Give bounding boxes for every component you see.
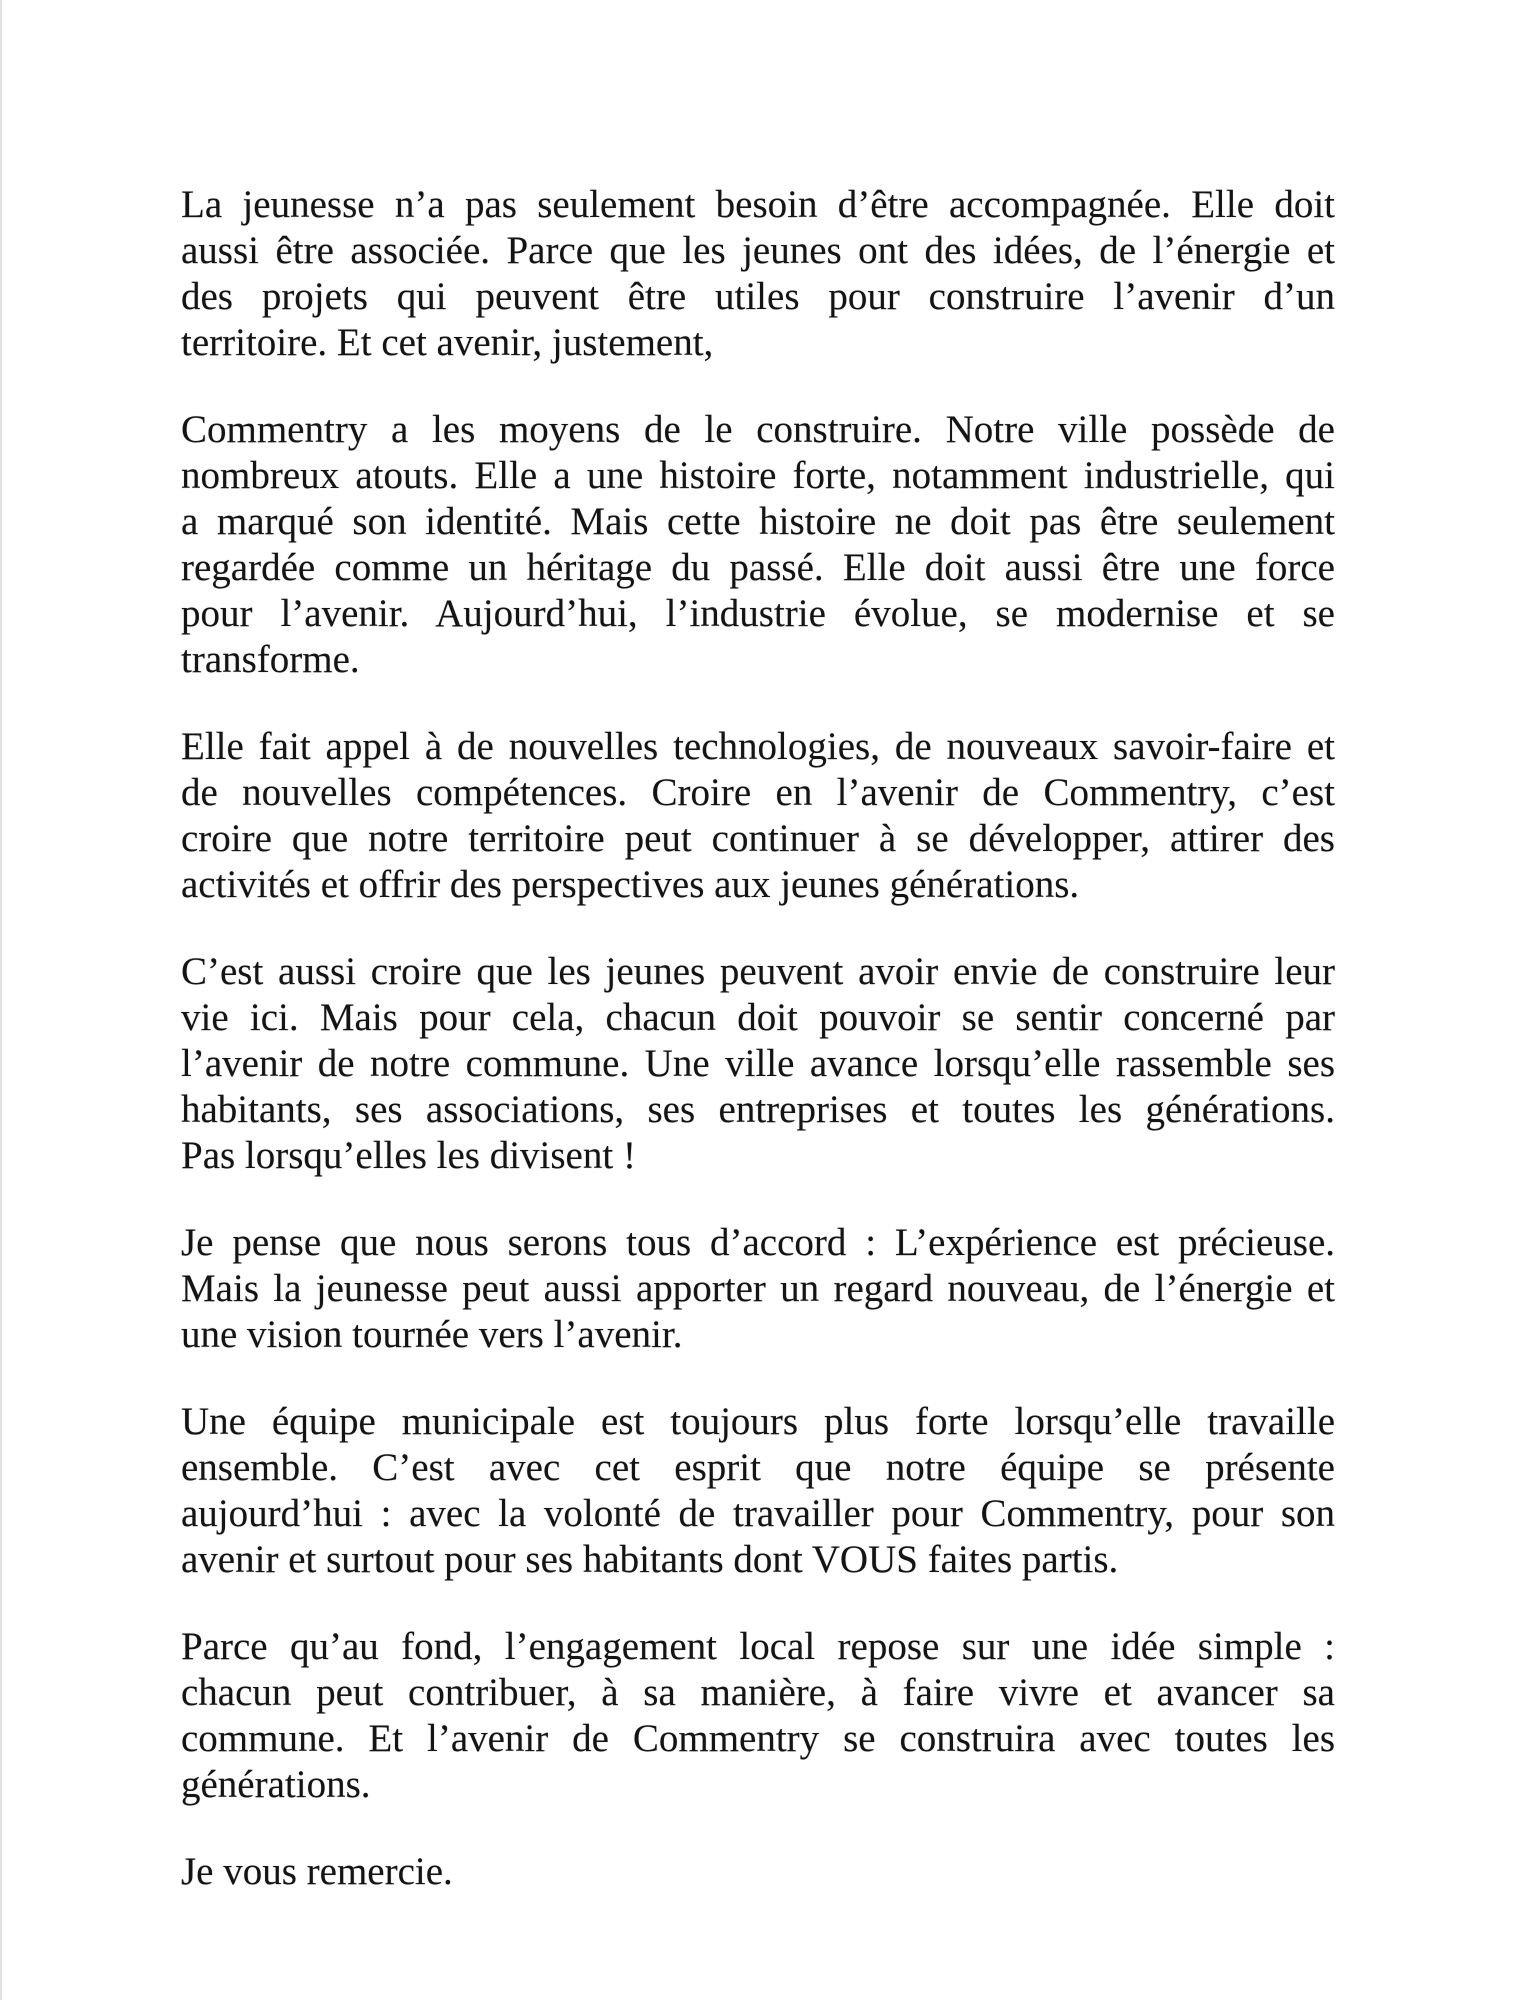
text-line: de nouvelles compétences. Croire en l’avenir de Commentry, c’est [181,771,1335,814]
text-line: Parce qu’au fond, l’engagement local repose sur une idée simple : [181,1625,1335,1668]
text-line: Je vous remercie. [181,1850,453,1893]
text-line: commune. Et l’avenir de Commentry se construira avec toutes les [181,1717,1335,1760]
paragraph [181,1849,1335,1895]
text-line: Une équipe municipale est toujours plus forte lorsqu’elle travaille [181,1400,1335,1443]
text-line: pour l’avenir. Aujourd’hui, l’industrie évolue, se modernise et se [181,592,1335,635]
text-line: Pas lorsqu’elles les divisent ! [181,1134,636,1177]
text-line: croire que notre territoire peut continuer à se développer, attirer des [181,817,1335,860]
paragraph [181,1624,1335,1808]
text-line: habitants, ses associations, ses entreprises et toutes les générations. [181,1088,1335,1131]
paragraph [181,1220,1335,1358]
text-line: C’est aussi croire que les jeunes peuvent avoir envie de construire leur [181,950,1335,993]
paragraph [181,949,1335,1179]
page-edge-artifact [0,0,2,2000]
text-line: ensemble. C’est avec cet esprit que notre équipe se présente [181,1446,1335,1489]
text-line: a marqué son identité. Mais cette histoire ne doit pas être seulement [181,500,1335,543]
text-line: Mais la jeunesse peut aussi apporter un regard nouveau, de l’énergie et [181,1267,1335,1310]
text-line: activités et offrir des perspectives aux jeunes générations. [181,863,1080,906]
text-line: générations. [181,1763,371,1806]
text-line: vie ici. Mais pour cela, chacun doit pouvoir se sentir concerné par [181,996,1335,1039]
paragraph [181,407,1335,683]
paragraph [181,182,1335,366]
paragraph [181,724,1335,908]
text-line: chacun peut contribuer, à sa manière, à faire vivre et avancer sa [181,1671,1335,1714]
text-line: territoire. Et cet avenir, justement, [181,321,714,364]
text-line: aussi être associée. Parce que les jeunes ont des idées, de l’énergie et [181,229,1335,272]
paragraph [181,1399,1335,1583]
text-line: aujourd’hui : avec la volonté de travailler pour Commentry, pour son [181,1492,1335,1535]
text-line: La jeunesse n’a pas seulement besoin d’être accompagnée. Elle doit [181,183,1335,226]
document-body [181,182,1335,1895]
text-line: Je pense que nous serons tous d’accord : L’expérience est précieuse. [181,1221,1335,1264]
text-line: avenir et surtout pour ses habitants dont VOUS faites partis. [181,1538,1119,1581]
text-line: nombreux atouts. Elle a une histoire forte, notamment industrielle, qui [181,454,1335,497]
text-line: regardée comme un héritage du passé. Elle doit aussi être une force [181,546,1335,589]
text-line: Elle fait appel à de nouvelles technologies, de nouveaux savoir-faire et [181,725,1335,768]
text-line: l’avenir de notre commune. Une ville avance lorsqu’elle rassemble ses [181,1042,1335,1085]
text-line: des projets qui peuvent être utiles pour construire l’avenir d’un [181,275,1335,318]
text-line: Commentry a les moyens de le construire. Notre ville possède de [181,408,1335,451]
text-line: une vision tournée vers l’avenir. [181,1313,683,1356]
text-line: transforme. [181,638,360,681]
